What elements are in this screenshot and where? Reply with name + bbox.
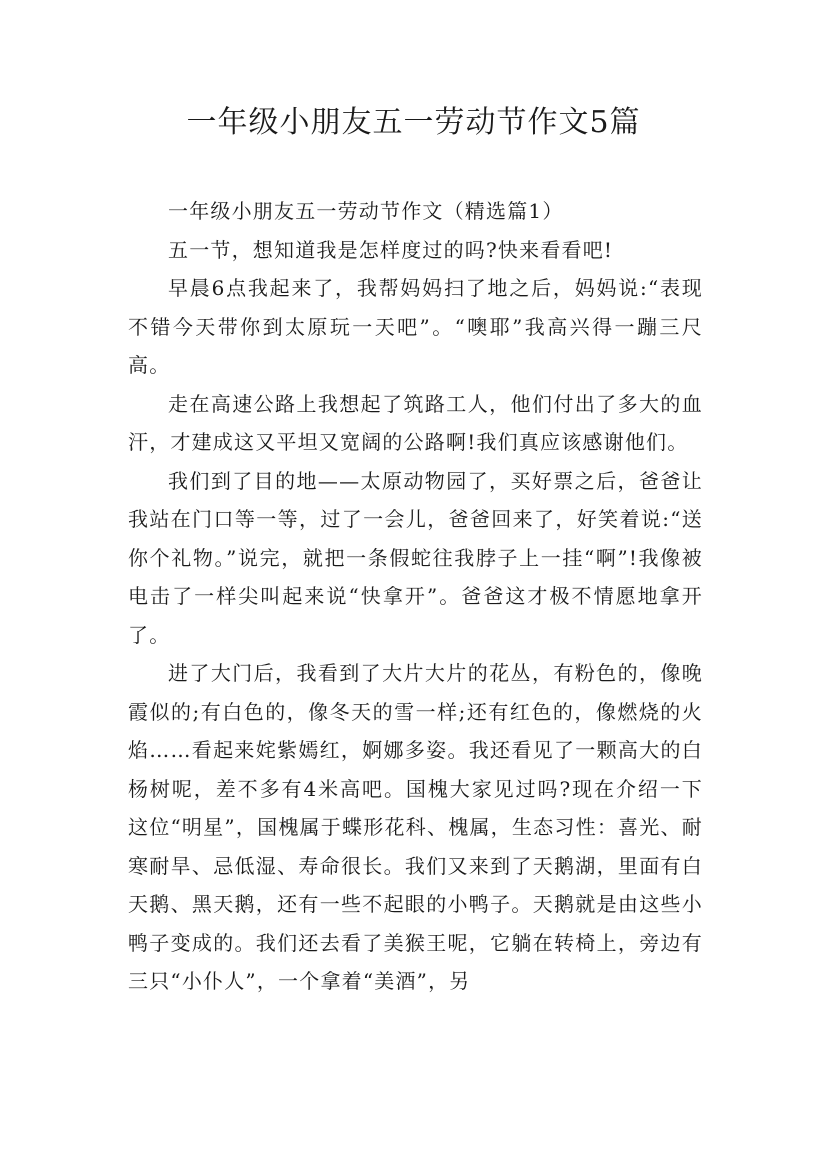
section-heading: 一年级小朋友五一劳动节作文（精选篇1） [168,199,564,223]
document-title: 一年级小朋友五一劳动节作文5篇 [186,105,641,140]
paragraph: 五一节，想知道我是怎样度过的吗?快来看看吧! [168,237,614,262]
document-body [128,192,703,1001]
paragraph: 我们到了目的地——太原动物园了，买好票之后，爸爸让我站在门口等一等，过了一会儿，爸爸回来了，好笑着说:“送你个礼物。”说完，就把一条假蛇往我脖子上一挂“啊”!我像被电击了一样尖叫起来说“快拿开”。爸爸这才极不情愿地拿开了。 [128,468,703,647]
paragraph: 早晨6点我起来了，我帮妈妈扫了地之后，妈妈说:“表现不错今天带你到太原玩一天吧”。“噢耶”我高兴得一蹦三尺高。 [128,276,703,377]
paragraph: 走在高速公路上我想起了筑路工人，他们付出了多大的血汗，才建成这又平坦又宽阔的公路啊!我们真应该感谢他们。 [128,391,703,454]
paragraph: 进了大门后，我看到了大片大片的花丛，有粉色的，像晚霞似的;有白色的，像冬天的雪一样;还有红色的，像燃烧的火焰……看起来姹紫嫣红，婀娜多姿。我还看见了一颗高大的白杨树呢，差不多有4米高吧。国槐大家见过吗?现在介绍一下这位“明星”，国槐属于蝶形花科、槐属，生态习性：喜光、耐寒耐旱、忌低湿、寿命很长。我们又来到了天鹅湖，里面有白天鹅、黑天鹅，还有一些不起眼的小鸭子。天鹅就是由这些小鸭子变成的。我们还去看了美猴王呢，它躺在转椅上，旁边有三只“小仆人”，一个拿着“美酒”，另 [128,661,703,993]
